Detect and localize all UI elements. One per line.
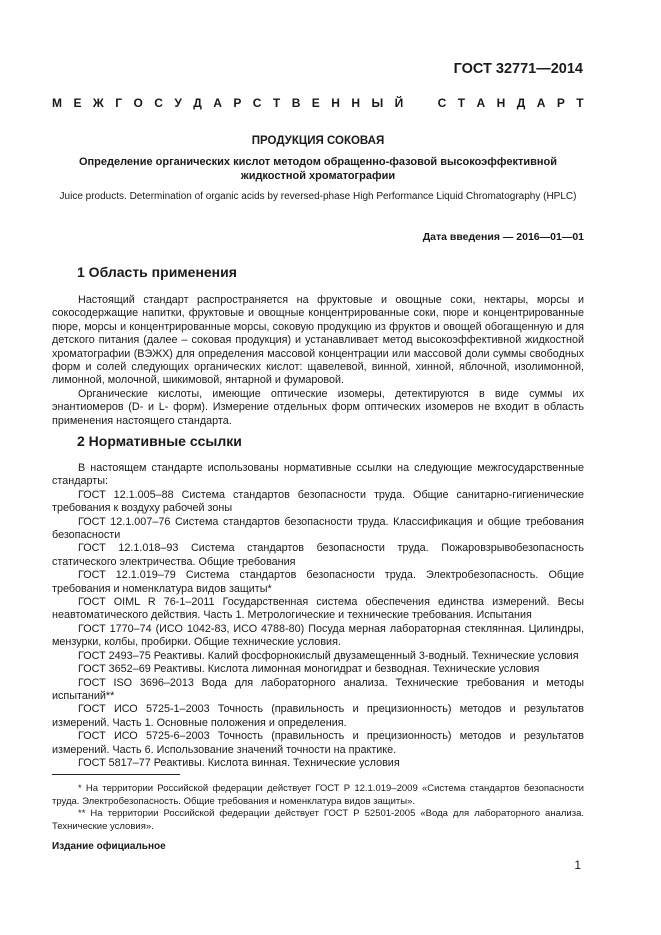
reference-item: ГОСТ 3652–69 Реактивы. Кислота лимонная моногидрат и безводная. Технические условия — [78, 663, 540, 676]
standard-label-letter: Г — [115, 96, 122, 110]
reference-item: ГОСТ 12.1.019–79 Система стандартов безопасности труда. Электробезопасность. Общие требования и номенклатура видов защиты* — [52, 569, 584, 595]
standard-label-letter: А — [476, 96, 486, 110]
standard-label-letter: Ы — [371, 96, 384, 110]
reference-item: ГОСТ 12.1.005–88 Система стандартов безопасности труда. Общие санитарно-гигиенические требования к воздуху рабочей зоны — [52, 488, 584, 515]
section-1-body — [52, 294, 584, 428]
reference-item: ГОСТ 5817–77 Реактивы. Кислота винная. Технические условия — [78, 756, 400, 769]
standard-label-letter: С — [437, 96, 447, 110]
standard-label-letter: А — [213, 96, 222, 110]
standard-label-letter: С — [252, 96, 262, 110]
reference-item: ГОСТ 2493–75 Реактивы. Калий фосфорнокислый двузамещенный 3-водный. Технические условия — [78, 649, 579, 662]
footnote: ** На территории Российской федерации действует ГОСТ Р 52501-2005 «Вода для лабораторного анализа. Технические условия». — [52, 808, 584, 832]
footnote: * На территории Российской федерации действует ГОСТ Р 12.1.019–2009 «Система стандартов безопасности труда. Электробезопасность. Общие требования и номенклатура видов защиты». — [52, 783, 584, 807]
reference-item: ГОСТ 12.1.018–93 Система стандартов безопасности труда. Пожаровзрывобезопасность статического электричества. Общие требования — [52, 542, 584, 568]
standard-label-letter: Р — [233, 96, 242, 110]
standard-label-letter: Т — [457, 96, 466, 110]
section-1-heading: 1 Область применения — [77, 264, 237, 280]
page-number: 1 — [574, 858, 581, 872]
standard-label-letter: У — [174, 96, 182, 110]
standard-label-letter: Е — [73, 96, 82, 110]
section-2-body — [52, 462, 584, 770]
paragraph: Органические кислоты, имеющие оптические изомеры, детектируются в виде суммы их энантиомеров (D- и L- форм). Измерение отдельных форм оптических изомеров не входит в область применения настоящего стандарта. — [52, 387, 584, 427]
standard-label-letter: Н — [331, 96, 340, 110]
gost-number: ГОСТ 32771—2014 — [453, 61, 583, 77]
standard-label-letter: Т — [272, 96, 281, 110]
standard-label — [52, 96, 584, 110]
standard-label-letter: Е — [311, 96, 320, 110]
standard-label-letter: Н — [496, 96, 506, 110]
reference-item: ГОСТ ИСО 5725-6–2003 Точность (правильность и прецизионность) методов и результатов измерений. Часть 6. Использование значений точности на практике. — [52, 730, 584, 756]
standard-label-letter: М — [52, 96, 62, 110]
reference-item: ГОСТ ISO 3696–2013 Вода для лабораторного анализа. Технические требования и методы испытаний** — [52, 676, 584, 702]
standard-label-letter: Й — [394, 96, 404, 110]
section-2-heading: 2 Нормативные ссылки — [77, 433, 242, 449]
reference-item: ГОСТ 12.1.007–76 Система стандартов безопасности труда. Классификация и общие требования безопасности — [52, 515, 584, 542]
standard-label-letter: Т — [576, 96, 584, 110]
standard-label-letter: В — [291, 96, 301, 110]
reference-item: ГОСТ 1770–74 (ИСО 1042-83, ИСО 4788-80) Посуда мерная лабораторная стеклянная. Цилиндры, мензурки, колбы, пробирки. Общие технические условия. — [52, 622, 584, 649]
standard-label-letter: Ж — [92, 96, 104, 110]
standard-label-letter: Д — [193, 96, 202, 110]
edition-label: Издание официальное — [52, 841, 166, 852]
standard-label-letter: Р — [556, 96, 565, 110]
reference-item: ГОСТ OIML R 76-1–2011 Государственная система обеспечения единства измерений. Весы неавтоматического действия. Часть 1. Метрологические и технические требования. Испытания — [52, 596, 584, 622]
standard-label-letter: Д — [516, 96, 526, 110]
introduction-date: Дата введения — 2016—01—01 — [422, 231, 584, 243]
footnote-divider — [52, 774, 180, 775]
standard-label-letter: А — [536, 96, 546, 110]
reference-item: ГОСТ ИСО 5725-1–2003 Точность (правильность и прецизионность) методов и результатов измерений. Часть 1. Основные положения и определения. — [52, 703, 584, 729]
standard-label-letter: Н — [351, 96, 361, 110]
document-subtitle: Определение органических кислот методом обращенно-фазовой высокоэффективной жидкостной хроматографии — [78, 156, 558, 182]
paragraph: В настоящем стандарте использованы нормативные ссылки на следующие межгосударственные стандарты: — [52, 462, 584, 488]
english-title: Juice products. Determination of organic acids by reversed-phase High Performance Liquid Chromatography (HPLC) — [59, 191, 577, 202]
paragraph: Настоящий стандарт распространяется на фруктовые и овощные соки, нектары, морсы и сокосодержащие напитки, фруктовые и овощные концентрированные соки, пюре и концентрированные пюре, морсы и концентрированные морсы, соковую продукцию из фруктов и овощей обогащенную и для детского питания (далее – соковая продукция) и устанавливает метод высокоэффективной жидкостной хроматографии (ВЭЖХ) для определения массовой концентрации или массовой доли суммы свободных форм и солей следующих органических кислот: щавелевой, винной, хинной, яблочной, изолимонной, лимонной, молочной, шикимовой, янтарной и фумаровой. — [52, 294, 584, 387]
standard-label-letter: С — [154, 96, 163, 110]
document-title: ПРОДУКЦИЯ СОКОВАЯ — [251, 135, 385, 147]
standard-label-letter: О — [133, 96, 143, 110]
footnotes — [52, 783, 584, 833]
